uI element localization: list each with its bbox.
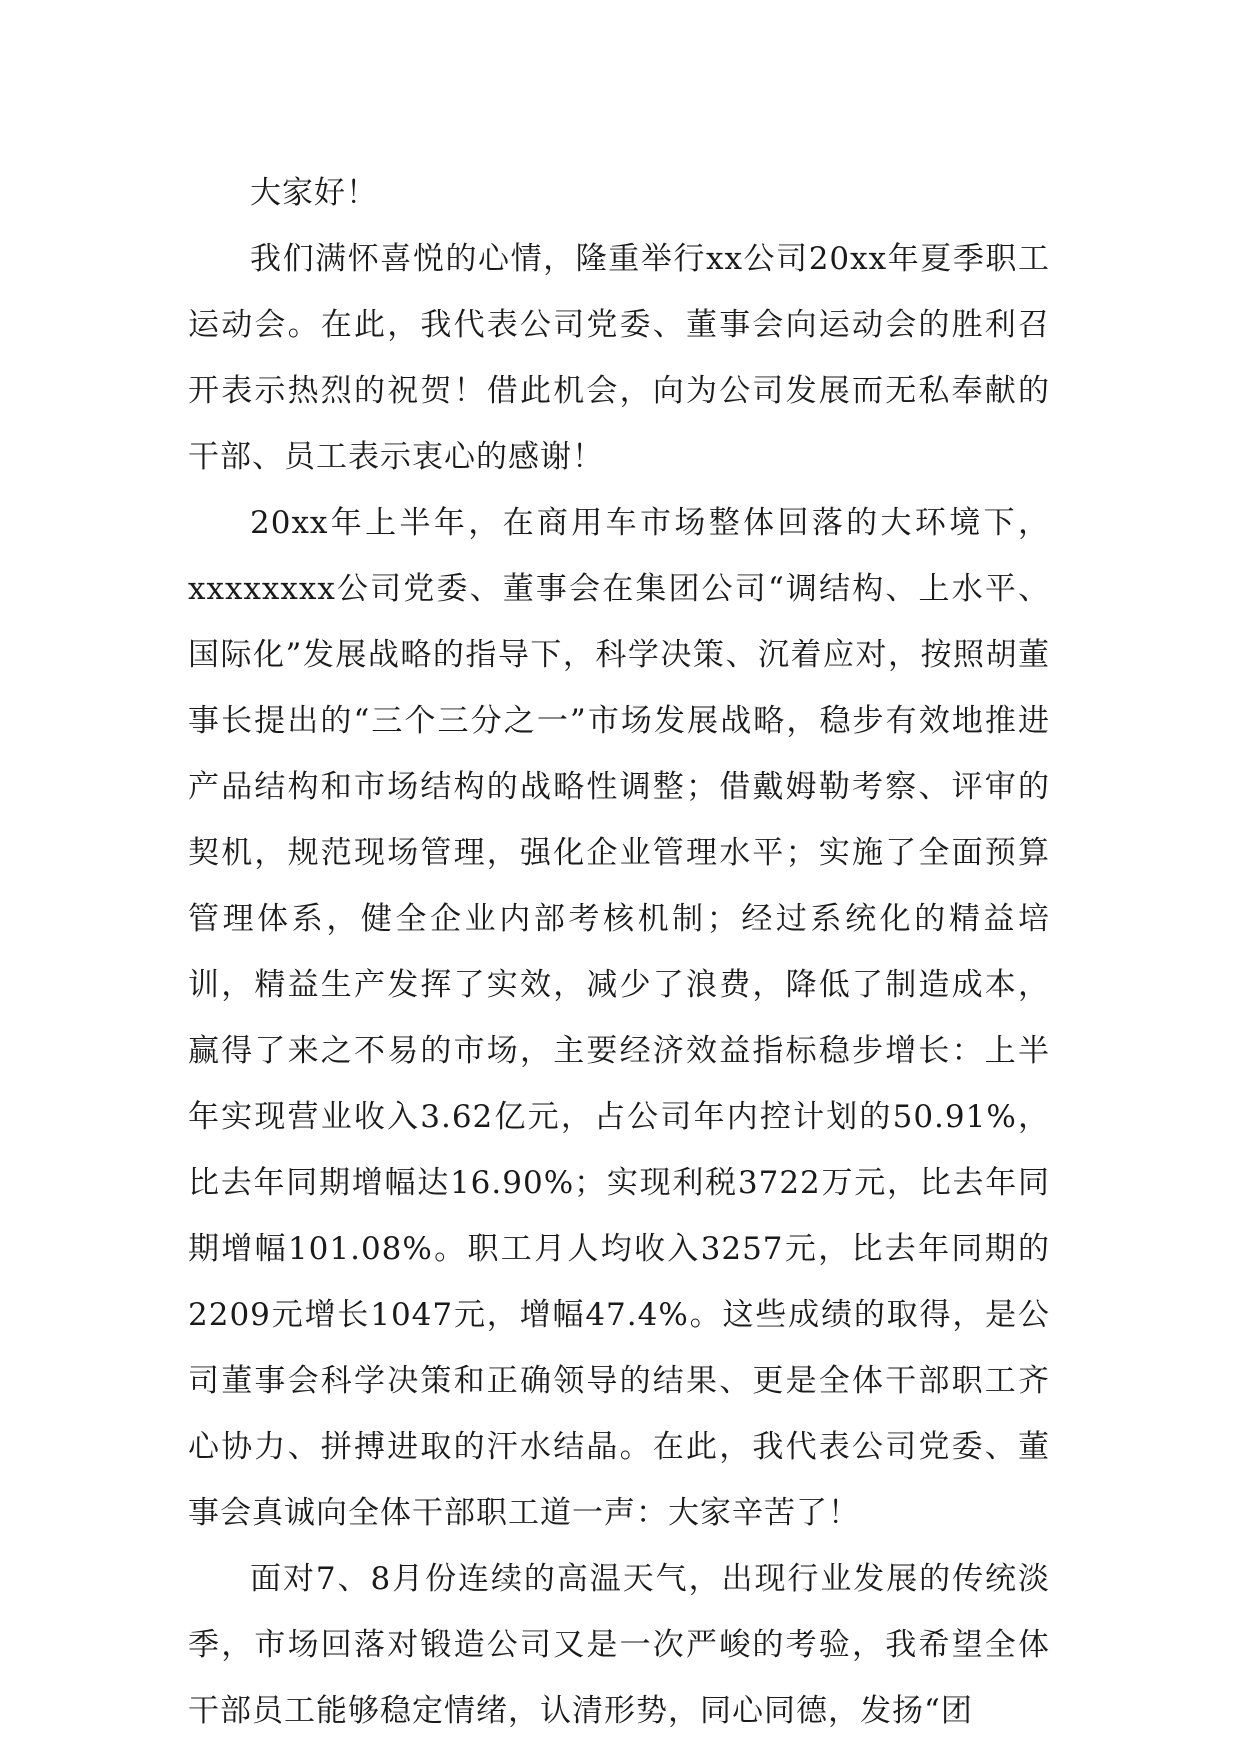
document-body: [188, 160, 1050, 1744]
greeting-paragraph: 大家好！: [250, 175, 378, 211]
achievements-paragraph: 20xx年上半年，在商用车市场整体回落的大环境下，xxxxxxxx公司党委、董事会在集团公司“调结构、上水平、国际化”发展战略的指导下，科学决策、沉着应对，按照胡董事长提出的“三个三分之一”市场发展战略，稳步有效地推进产品结构和市场结构的战略性调整；借戴姆勒考察、评审的契机，规范现场管理，强化企业管理水平；实施了全面预算管理体系，健全企业内部考核机制；经过系统化的精益培训，精益生产发挥了实效，减少了浪费，降低了制造成本，赢得了来之不易的市场，主要经济效益指标稳步增长：上半年实现营业收入3.62亿元，占公司年内控计划的50.91%，比去年同期增幅达16.90%；实现利税3722万元，比去年同期增幅101.08%。职工月人均收入3257元，比去年同期的2209元增长1047元，增幅47.4%。这些成绩的取得，是公司董事会科学决策和正确领导的结果、更是全体干部职工齐心协力、拼搏进取的汗水结晶。在此，我代表公司党委、董事会真诚向全体干部职工道一声：大家辛苦了！: [188, 505, 1050, 1531]
opening-paragraph: 我们满怀喜悦的心情，隆重举行xx公司20xx年夏季职工运动会。在此，我代表公司党委、董事会向运动会的胜利召开表示热烈的祝贺！借此机会，向为公司发展而无私奉献的干部、员工表示衷心的感谢！: [188, 241, 1050, 475]
outlook-paragraph: 面对7、8月份连续的高温天气，出现行业发展的传统淡季，市场回落对锻造公司又是一次严峻的考验，我希望全体干部员工能够稳定情绪，认清形势，同心同德，发扬“团: [188, 1561, 1050, 1729]
